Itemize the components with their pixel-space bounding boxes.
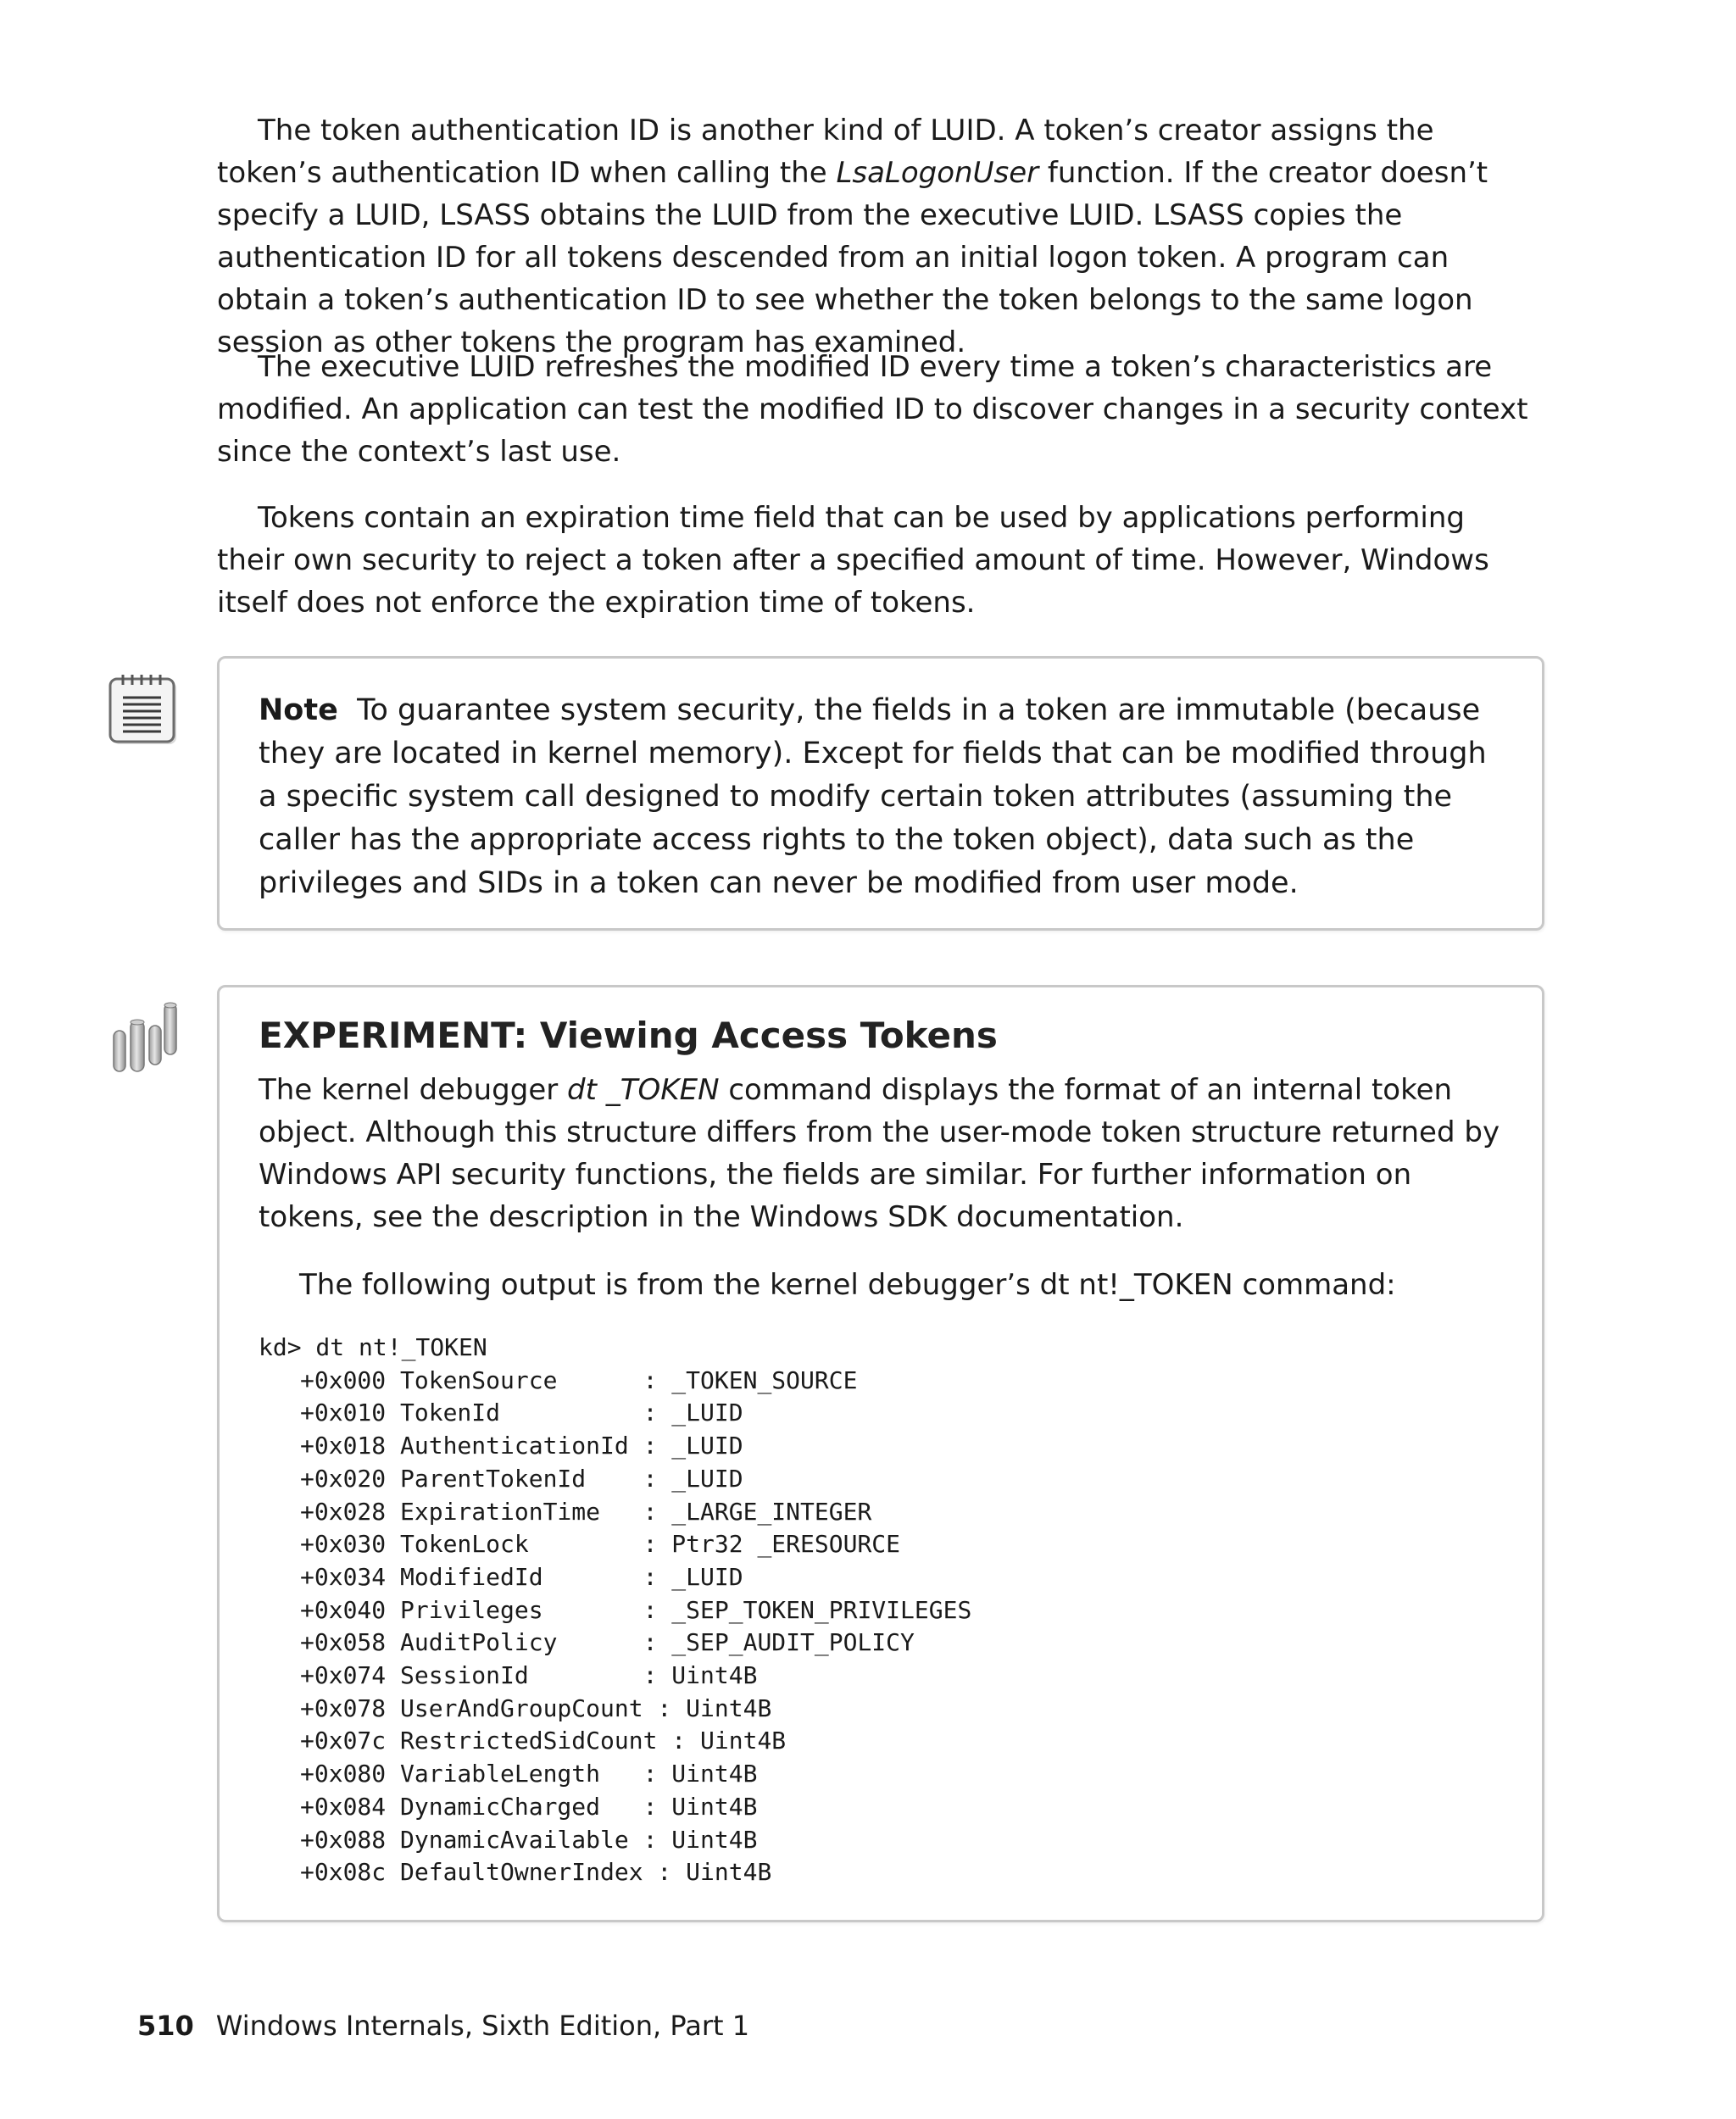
intro-text: command displays the format of an internal token object. Although this structure differs from the user-mode token structure returned by Windows API security functions, the fields are similar. For further information on tokens, see the description in the Windows SDK documentation. [259,1073,1500,1234]
book-title: Windows Internals, Sixth Edition, Part 1 [215,2010,750,2042]
paragraph-expiration-time: Tokens contain an expiration time field that can be used by applications performing their own security to reject a token after a specified amount of time. However, Windows itself does not enforce the expiration time of tokens. [217,501,1489,620]
code-command: kd> dt nt!_TOKEN [259,1333,487,1361]
note-label: Note [259,693,338,727]
code-line: +0x084 DynamicCharged : Uint4B [300,1792,758,1821]
code-line: +0x018 AuthenticationId : _LUID [300,1432,743,1460]
note-icon [108,675,180,748]
experiment-title: EXPERIMENT: Viewing Access Tokens [259,1015,998,1056]
code-line: +0x034 ModifiedId : _LUID [300,1562,743,1591]
code-line: +0x030 TokenLock : Ptr32 _ERESOURCE [300,1530,901,1559]
code-line: +0x020 ParentTokenId : _LUID [300,1464,743,1493]
code-line: +0x058 AuditPolicy : _SEP_AUDIT_POLICY [300,1628,915,1657]
page-footer [137,2009,749,2043]
note-box [217,656,1544,931]
experiment-following-text: The following output is from the kernel debugger’s dt nt!_TOKEN command: [299,1268,1396,1302]
function-name: LsaLogonUser [836,156,1039,190]
paragraph-text: The token authentication ID is another kind of LUID. A token’s creator assigns the token’s authentication ID when calling the [217,114,1434,190]
code-line: +0x080 VariableLength : Uint4B [300,1760,758,1788]
code-line: +0x028 ExpirationTime : _LARGE_INTEGER [300,1497,872,1526]
note-text [259,689,1505,905]
code-line: +0x010 TokenId : _LUID [300,1399,743,1427]
code-line: +0x078 UserAndGroupCount : Uint4B [300,1694,772,1722]
paragraph-modified-id: The executive LUID refreshes the modified ID every time a token’s characteristics are modified. An application can test the modified ID to discover changes in a security context since the context’s last use. [217,350,1528,469]
paragraph-text: function. If the creator doesn’t specify a LUID, LSASS obtains the LUID from the executive LUID. LSASS copies the authentication ID for all tokens descended from an initial logon token. A program can obtain a token’s authentication ID to see whether the token belongs to the same logon session as other tokens the program has examined. [217,156,1488,359]
note-body: To guarantee system security, the fields in a token are immutable (because they are located in kernel memory). Except for fields that can be modified through a specific system call designed to modify certain token attributes (assuming the caller has the appropriate access rights to the token object), data such as the privileges and SIDs in a token can never be modified from user mode. [259,693,1487,900]
page-number: 510 [137,2010,194,2042]
intro-text: The kernel debugger [259,1073,568,1107]
code-line: +0x088 DynamicAvailable : Uint4B [300,1825,758,1854]
command-name: dt _TOKEN [567,1073,720,1107]
code-line: +0x08c DefaultOwnerIndex : Uint4B [300,1858,772,1887]
debugger-output [259,1332,971,1889]
experiment-box [217,985,1544,1922]
code-line: +0x07c RestrictedSidCount : Uint4B [300,1727,787,1755]
experiment-icon [108,1002,181,1078]
code-line: +0x074 SessionId : Uint4B [300,1661,758,1690]
experiment-intro [259,1069,1513,1238]
code-line: +0x040 Privileges : _SEP_TOKEN_PRIVILEGES [300,1595,972,1624]
paragraph-authentication-id [217,109,1539,364]
code-line: +0x000 TokenSource : _TOKEN_SOURCE [300,1365,858,1394]
